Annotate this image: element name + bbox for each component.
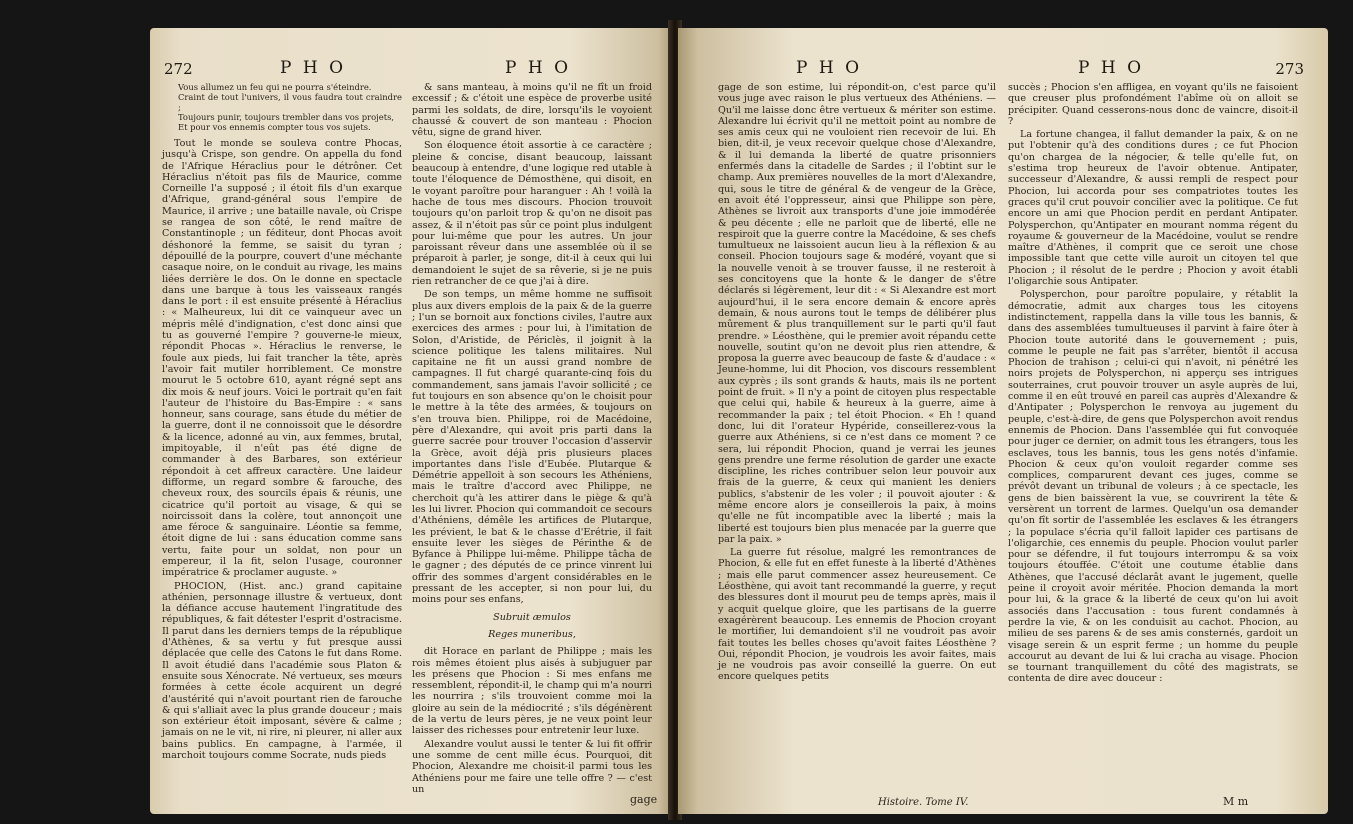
signature-mark: M m: [1223, 795, 1249, 808]
left-running-header: P H O: [280, 58, 347, 78]
verse-line: Craint de tout l'univers, il vous faudra tout craindre ;: [178, 92, 402, 112]
paragraph: succès ; Phocion s'en affligea, en voyant qu'ils ne faisoient que creuser plus profondément l'abîme où on alloit se précipiter. Quand cesserons-nous donc de vaincre, disoit-il ?: [1008, 82, 1298, 127]
paragraph: dit Horace en parlant de Philippe ; mais les rois mêmes étoient plus aisés à subjuguer par les présens que Phocion : Si mes enfans me ressemblent, répondit-il, le champ qui m'a nourri les nourrira ; s'ils trouvoient comme moi la gloire au sein de la médiocrité ; s'ils dégénèrent de la vertu de leurs pères, je ne veux point leur laisser des richesses pour entretenir leur luxe.: [412, 646, 652, 737]
left-page: [150, 28, 674, 814]
verse-line: Et pour vos ennemis compter tous vos sujets.: [178, 122, 371, 132]
paragraph: Alexandre voulut aussi le tenter & lui fit offrir une somme de cent mille écus. Pourquoi, dit Phocion, Alexandre me choisit-il parmi tous les Athéniens pour me faire une telle offre ? — c'est un: [412, 738, 652, 795]
left-running-header-2: P H O: [505, 58, 572, 78]
right-column-1: [718, 82, 996, 752]
paragraph: La fortune changea, il fallut demander la paix, & on ne put l'obtenir qu'à des conditions dures ; ce fut Phocion qu'on chargea de la négocier, & telle qu'elle fut, on s'estima trop heureux de l'avoir obtenue. Antipater, successeur d'Alexandre, & aussi rempli de respect pour Phocion, lui accorda pour ses compatriotes toutes les graces qu'il crut pouvoir concilier avec la politique. Ce fut encore un ami que Phocion perdit en perdant Antipater. Polysperchon, qu'Antipater en mourant nomma régent du royaume & gouverneur de la Macédoine, voulut se rendre maître d'Athènes, il comprit que ce seroit une chose impossible tant que cette ville auroit un citoyen tel que Phocion ; il résolut de le perdre ; Phocion y avoit établi l'oligarchie sous Antipater.: [1008, 129, 1298, 288]
paragraph: gage de son estime, lui répondit-on, c'est parce qu'il vous juge avec raison le plus vertueux des Athéniens. — Qu'il me laisse donc être vertueux & mériter son estime. Alexandre lui écrivit qu'il ne mettoit point au nombre de ses amis ceux qui ne vouloient rien recevoir de lui. Eh bien, dit-il, je veux recevoir quelque chose d'Alexandre, & il lui demanda la liberté de quatre prisonniers enfermés dans la citadelle de Sardes ; il l'obtint sur le champ. Aux premières nouvelles de la mort d'Alexandre, qui, sous le titre de général & de vengeur de la Grèce, en avoit été l'oppresseur, ainsi que Philippe son père, Athènes se livroit aux transports d'une joie immodérée & peu décente ; elle ne parloit que de liberté, elle ne respiroit que la guerre contre la Macédoine, & ses chefs tumultueux ne laissoient aucun lieu à la réflexion & au conseil. Phocion toujours sage & modéré, voyant que si la nouvelle venoit à se trouver fausse, il ne resteroit à ses concitoyens que la honte & le danger de s'être déclarés si légèrement, leur dit : « Si Alexandre est mort aujourd'hui, il le sera encore demain & encore après demain, & nous aurons tout le temps de délibérer plus mûrement & plus tranquillement sur le parti qu'il faut prendre. » Léosthène, qui le premier avoit répandu cette nouvelle, soutint qu'on ne devoit plus rien attendre, & proposa la guerre avec beaucoup de faste & d'audace : « Jeune-homme, lui dit Phocion, vos discours ressemblent aux cyprès ; ils sont grands & hauts, mais ils ne portent point de fruit. » Il n'y a point de citoyen plus respectable que celui qui, habile & heureux à la guerre, aime à recommander la paix ; tel étoit Phocion. « Eh ! quand donc, lui dit l'orateur Hypéride, conseillerez-vous la guerre aux Athéniens, si ce n'est dans ce moment ? ce sera, lui répondit Phocion, quand je verrai les jeunes gens prendre une ferme résolution de garder une exacte discipline, les riches contribuer selon leur pouvoir aux frais de la guerre, & ceux qui manient les deniers publics, s'abstenir de les voler ; il pouvoit ajouter : & même encore alors je conseillerois la paix, à moins qu'elle ne fût incompatible avec la liberté ; mais la liberté est toujours bien plus menacée par la guerre que par la paix. »: [718, 82, 996, 545]
paragraph: La guerre fut résolue, malgré les remontrances de Phocion, & elle fut en effet funeste à la liberté d'Athènes ; mais elle parut commencer assez heureusement. Ce Léosthène, qui avoit tant recommandé la guerre, y reçut des blessures dont il mourut peu de temps après, mais il y acquit quelque gloire, que les partisans de la guerre exagérèrent beaucoup. Les ennemis de Phocion croyant le mortifier, lui demandoient s'il ne voudroit pas avoir fait toutes les belles choses qu'avoit faites Léosthène ? Oui, répondit Phocion, je voudrois les avoir faites, mais je ne voudrois pas avoir conseillé la guerre. On eut encore quelques petits: [718, 547, 996, 683]
paragraph: De son temps, un même homme ne suffisoit plus aux divers emplois de la paix & de la guerre ; l'un se bornoit aux fonctions civiles, l'autre aux exercices des armes : pour lui, à l'imitation de Solon, d'Aristide, de Périclès, il joignit à la science politique les talens militaires. Nul capitaine ne fit un aussi grand nombre de campagnes. Il fut chargé quarante-cinq fois du commandement, sans jamais l'avoir sollicité ; ce fut toujours en son absence qu'on le choisit pour le mettre à la tête des armées, & toujours on s'en trouva bien. Philippe, roi de Macédoine, père d'Alexandre, qui avoit pris parti dans la guerre sacrée pour trouver l'occasion d'asservir la Grèce, avoit déjà pris plusieurs places importantes dans l'isle d'Eubée. Plutarque & Démétrie appelloit à son secours les Athéniens, mais le traître d'accord avec Philippe, ne cherchoit qu'à les attirer dans le piège & qu'à les lui livrer. Phocion qui commandoit ce secours d'Athéniens, démêle les artifices de Plutarque, les prévient, le bat & le chasse d'Erétrie, il fait ensuite lever les sièges de Périnthe & de Byfance à Philippe lui-même. Philippe tâcha de le gagner ; des députés de ce prince vinrent lui offrir des sommes d'argent considérables en le pressant de les accepter, si non pour lui, du moins pour ses enfans,: [412, 289, 652, 606]
paragraph: Son éloquence étoit assortie à ce caractère ; pleine & concise, disant beaucoup, laissant beaucoup à entendre, d'une logique red utable à toute l'éloquence de Démosthène, qui disoit, en le voyant paroître pour haranguer : Ah ! voilà la hache de tous mes discours. Phocion trouvoit toujours qu'on parloit trop & qu'on ne disoit pas assez, & il n'étoit pas sûr ce point plus indulgent pour lui-même que pour les autres. Un jour paroissant rêveur dans une assemblée où il se préparoit à parler, je songe, dit-il à ceux qui lui demandoient le sujet de sa rêverie, si je ne puis rien retrancher de ce que j'ai à dire.: [412, 140, 652, 288]
paragraph: & sans manteau, à moins qu'il ne fît un froid excessif ; & c'étoit une espèce de proverbe usité parmi les soldats, de dire, lorsqu'ils le voyoient chaussé & couvert de son manteau : Phocion vêtu, signe de grand hiver.: [412, 82, 652, 139]
right-page-number: 273: [1275, 60, 1304, 78]
page-footer: Histoire. Tome IV.: [878, 797, 969, 808]
left-column-2: [412, 82, 652, 795]
paragraph: Polysperchon, pour paroître populaire, y rétablit la démocratie, admit aux charges tous les citoyens indistinctement, rappella dans la ville tous les bannis, & dans des assemblées tumultueuses il parvint à faire ôter à Phocion toute autorité dans le gouvernement ; puis, comme le peuple ne fait pas s'arrêter, bientôt il accusa Phocion de trahison ; celui-ci qui n'avoit, ni pénétré les noirs projets de Polysperchon, ni apperçu ses intrigues souterraines, crut pouvoir trouver un asyle auprès de lui, comme il en eût trouvé en pareil cas auprès d'Alexandre & d'Antipater ; Polysperchon le renvoya au jugement du peuple, c'est-à-dire, de gens que Polysperchon avoit rendus ennemis de Phocion. Dans l'assemblée qui fut convoquée pour juger ce dernier, on admit tous les étrangers, tous les esclaves, tous les bannis, tous les gens notés d'infamie. Phocion & ceux qu'on vouloit regarder comme ses complices, comparurent devant ces juges, comme se prévôt devant un tribunal de voleurs ; à ce spectacle, les gens de bien baissèrent la vue, se couvrirent la tête & versèrent un torrent de larmes. Quelqu'un osa demander qu'on fît sortir de l'assemblée les esclaves & les étrangers ; la populace s'écria qu'il falloit lapider ces partisans de l'oligarchie, ces ennemis du peuple. Phocion voulut parler pour se défendre, il fut toujours interrompu & sa voix toujours étouffée. C'étoit une coutume établie dans Athènes, que l'accusé déclarât avant le jugement, quelle peine il croyoit avoir méritée. Phocion demanda la mort pour lui, & la grace & la liberté de ceux qu'on lui avoit associés dans l'accusation : tous furent condamnés à perdre la vie, & on les conduisit au cachot. Phocion, au milieu de ses parens & de ses amis consternés, gardoit un visage serein & un esprit ferme ; un homme du peuple accourut au devant de lui & lui cracha au visage. Phocion se tournant tranquillement du côté des magistrats, se contenta de dire avec douceur :: [1008, 289, 1298, 685]
paragraph: PHOCION, (Hist. anc.) grand capitaine athénien, personnage illustre & vertueux, dont la défiance accuse hautement l'ingratitude des républiques, & fait détester l'esprit d'ostracisme. Il parut dans les derniers temps de la république d'Athènes, & sa vertu y fut presque aussi déplacée que celle des Catons le fut dans Rome. Il avoit étudié dans l'académie sous Platon & ensuite sous Xénocrate. Né vertueux, ses mœurs formées à cette école acquirent un degré d'austérité qui n'avoit pourtant rien de farouche & qui s'alliait avec la plus grande douceur ; mais son extérieur étoit imposant, sévère & calme ; jamais on ne le vit, ni rire, ni pleurer, ni aller aux bains publics. En campagne, à l'armée, il marchoit toujours comme Socrate, nuds pieds: [162, 580, 402, 762]
verse-quote: Reges muneribus,: [488, 628, 576, 640]
right-column-2: [1008, 82, 1298, 772]
paragraph: Tout le monde se souleva contre Phocas, jusqu'à Crispe, son gendre. On appella du fond de l'Afrique Héraclius pour le détrôner. Cet Héraclius n'étoit pas fils de Maurice, comme Corneille l'a supposé ; il étoit fils d'un exarque d'Afrique, grand-général sous l'empire de Maurice, il arrive ; une bataille navale, où Crispe se rangea de son côté, le rend maître de Constantinople ; un féditeur, dont Phocas avoit déshonoré la femme, se saisit du tyran ; dépouillé de la pourpre, couvert d'une méchante casaque noire, on le conduit au rivage, les mains liées derrière le dos. On le donne en spectacle dans une barque à tous les vaisseaux rangés dans le port : il est ensuite présenté à Héraclius : « Malheureux, lui dit ce vainqueur avec un mépris mêlé d'indignation, c'est donc ainsi que tu as gouverné l'empire ? gouverne-le mieux, répondit Phocas ». Héraclius le renverse, le foule aux pieds, lui fait trancher la tête, après l'avoir fait mutiler horriblement. Ce monstre mourut le 5 octobre 610, ayant régné sept ans dix mois & neuf jours. Voici le portrait qu'en fait l'auteur de l'histoire du Bas-Empire : « sans honneur, sans courage, sans étude du métier de la guerre, dont il ne connoissoit que le désordre & la licence, adonné au vin, aux femmes, brutal, impitoyable, il n'eût pas été digne de commander à des Barbares, son extérieur répondoit à cet affreux caractère. Une laideur difforme, un regard sombre & farouche, des cheveux roux, des sourcils épais & réunis, une cicatrice qu'il portoit au visage, & qui se noircissoit dans la colère, tout annonçoit une ame féroce & sanguinaire. Léontie sa femme, étoit digne de lui : sans éducation comme sans vertu, faite pour un soldat, non pour un empereur, il la fit, selon l'usage, couronner impératrice & proclamer auguste. »: [162, 138, 402, 579]
verse-line: Vous allumez un feu qui ne pourra s'éteindre.: [178, 82, 372, 92]
right-running-header: P H O: [796, 58, 863, 78]
right-page: [678, 28, 1328, 814]
right-running-header-2: P H O: [1078, 58, 1145, 78]
catchword: gage: [630, 793, 658, 806]
verse-quote: Subruit æmulos: [493, 611, 571, 623]
left-page-number: 272: [164, 60, 193, 78]
left-column-1: [162, 82, 402, 772]
verse-line: Toujours punir, toujours trembler dans vos projets,: [178, 112, 395, 122]
